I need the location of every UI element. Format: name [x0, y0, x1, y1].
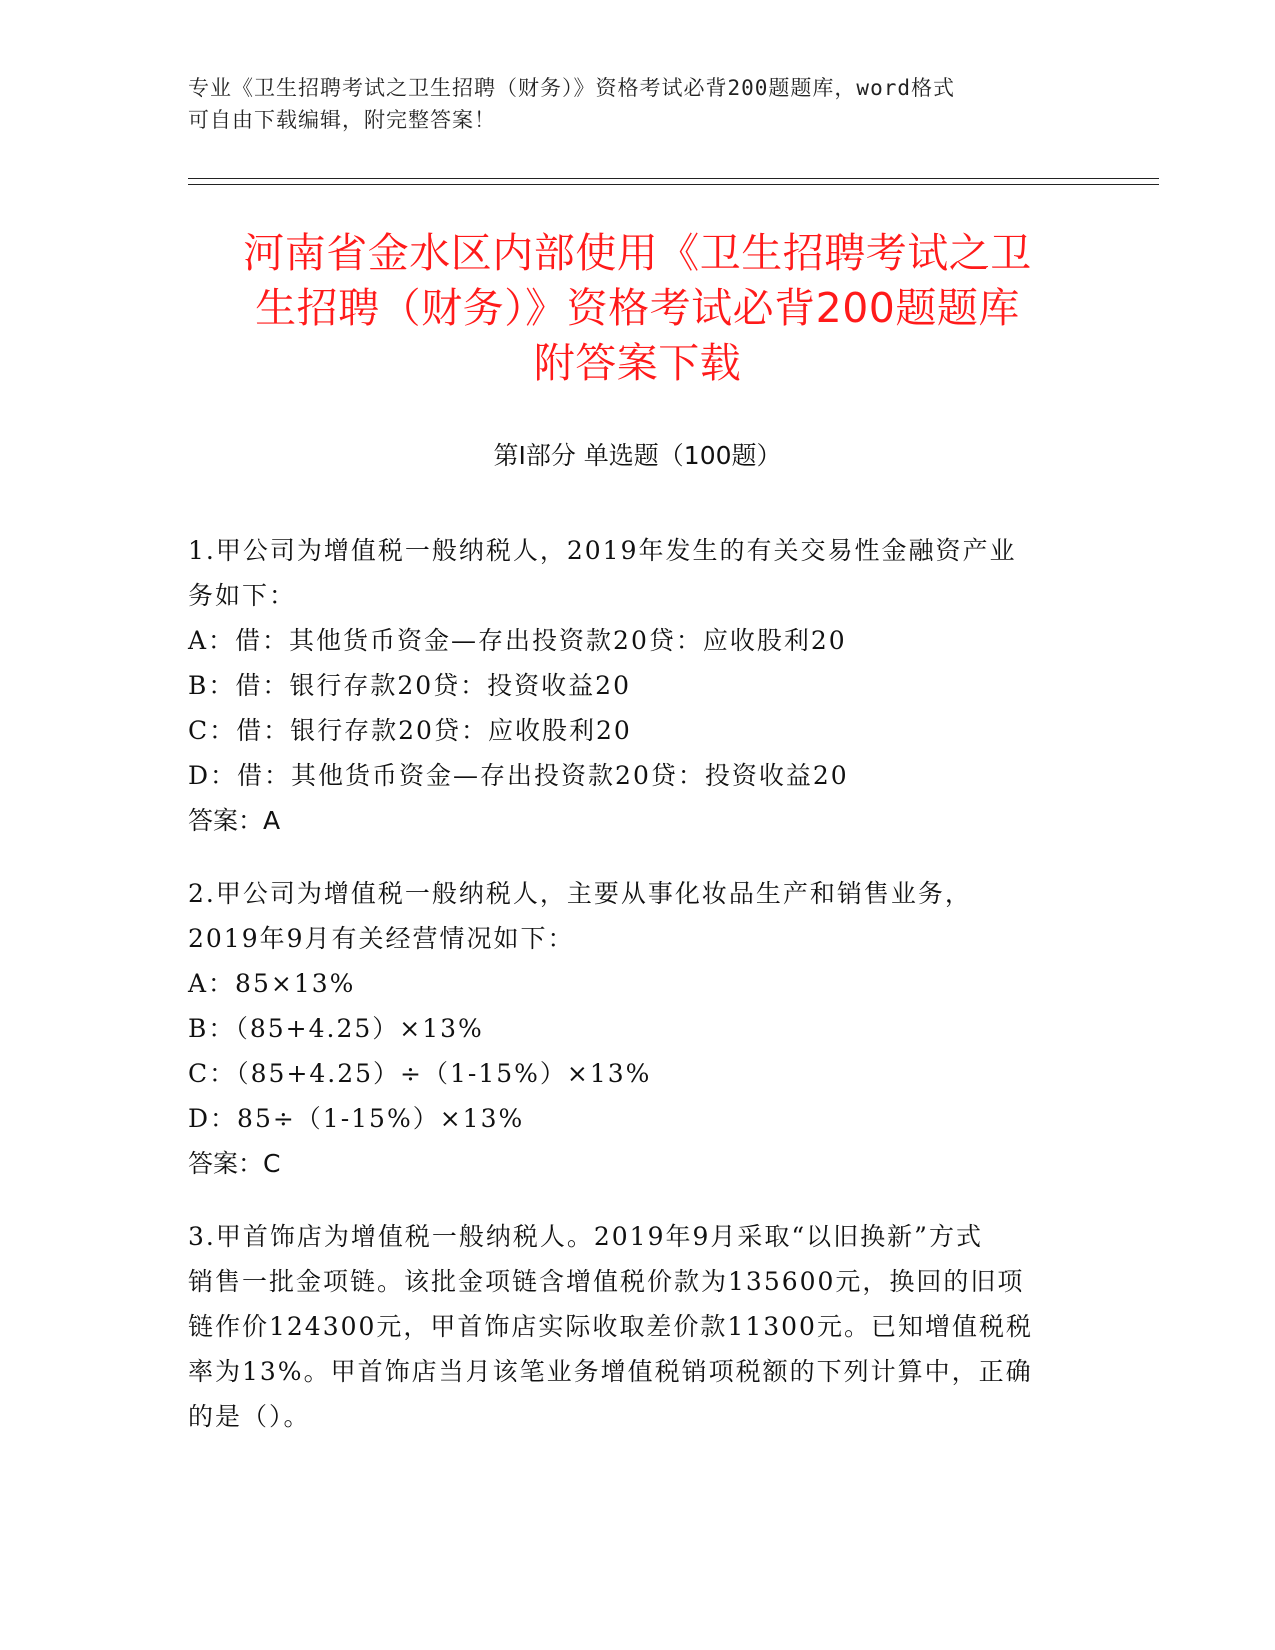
question-2-stem-line-2: 2019年9月有关经营情况如下：: [188, 924, 575, 953]
question-2-stem-line-1: 2.甲公司为增值税一般纳税人，主要从事化妆品生产和销售业务，: [188, 879, 972, 908]
question-2-option-b: B：（85+4.25）×13%: [188, 1014, 484, 1043]
section-heading: 第Ⅰ部分 单选题（100题）: [493, 441, 782, 470]
document-title-line-2: 生招聘（财务）》资格考试必背200题题库: [255, 284, 1020, 332]
question-2-option-c: C：（85+4.25）÷（1-15%）×13%: [188, 1059, 652, 1088]
question-1-option-b: B：借：银行存款20贷：投资收益20: [188, 671, 631, 700]
header-note-line-1: 专业《卫生招聘考试之卫生招聘（财务）》资格考试必背200题题库，word格式: [188, 76, 955, 100]
header-note: [188, 72, 1088, 136]
question-1-option-a: A：借：其他货币资金—存出投资款20贷：应收股利20: [188, 626, 847, 655]
header-divider-top: [188, 178, 1159, 179]
question-3-stem-line-2: 销售一批金项链。该批金项链含增值税价款为135600元，换回的旧项: [188, 1267, 1025, 1296]
question-3-stem-line-4: 率为13%。甲首饰店当月该笔业务增值税销项税额的下列计算中，正确: [188, 1357, 1033, 1386]
question-2: [188, 871, 1078, 1186]
question-1-option-c: C：借：银行存款20贷：应收股利20: [188, 716, 632, 745]
question-2-option-a: A：85×13%: [188, 969, 356, 998]
question-2-answer: 答案：C: [188, 1149, 281, 1178]
document-title-line-3: 附答案下载: [533, 339, 742, 387]
question-1-option-d: D：借：其他货币资金—存出投资款20贷：投资收益20: [188, 761, 849, 790]
header-note-line-2: 可自由下载编辑，附完整答案！: [188, 108, 496, 132]
question-1-stem-line-1: 1.甲公司为增值税一般纳税人，2019年发生的有关交易性金融资产业: [188, 536, 1017, 565]
question-1-answer: 答案：A: [188, 806, 281, 835]
document-title: [190, 226, 1085, 391]
document-title-line-1: 河南省金水区内部使用《卫生招聘考试之卫: [243, 229, 1032, 277]
question-3-stem-line-3: 链作价124300元，甲首饰店实际收取差价款11300元。已知增值税税: [188, 1312, 1033, 1341]
question-2-option-d: D：85÷（1-15%）×13%: [188, 1104, 525, 1133]
question-3: [188, 1214, 1078, 1439]
question-1-stem-line-2: 务如下：: [188, 581, 297, 610]
question-list: [188, 528, 1078, 1467]
question-3-stem-line-5: 的是（）。: [188, 1402, 311, 1431]
question-1: [188, 528, 1078, 843]
header-divider-bottom: [188, 184, 1159, 185]
question-3-stem-line-1: 3.甲首饰店为增值税一般纳税人。2019年9月采取“以旧换新”方式: [188, 1222, 983, 1251]
